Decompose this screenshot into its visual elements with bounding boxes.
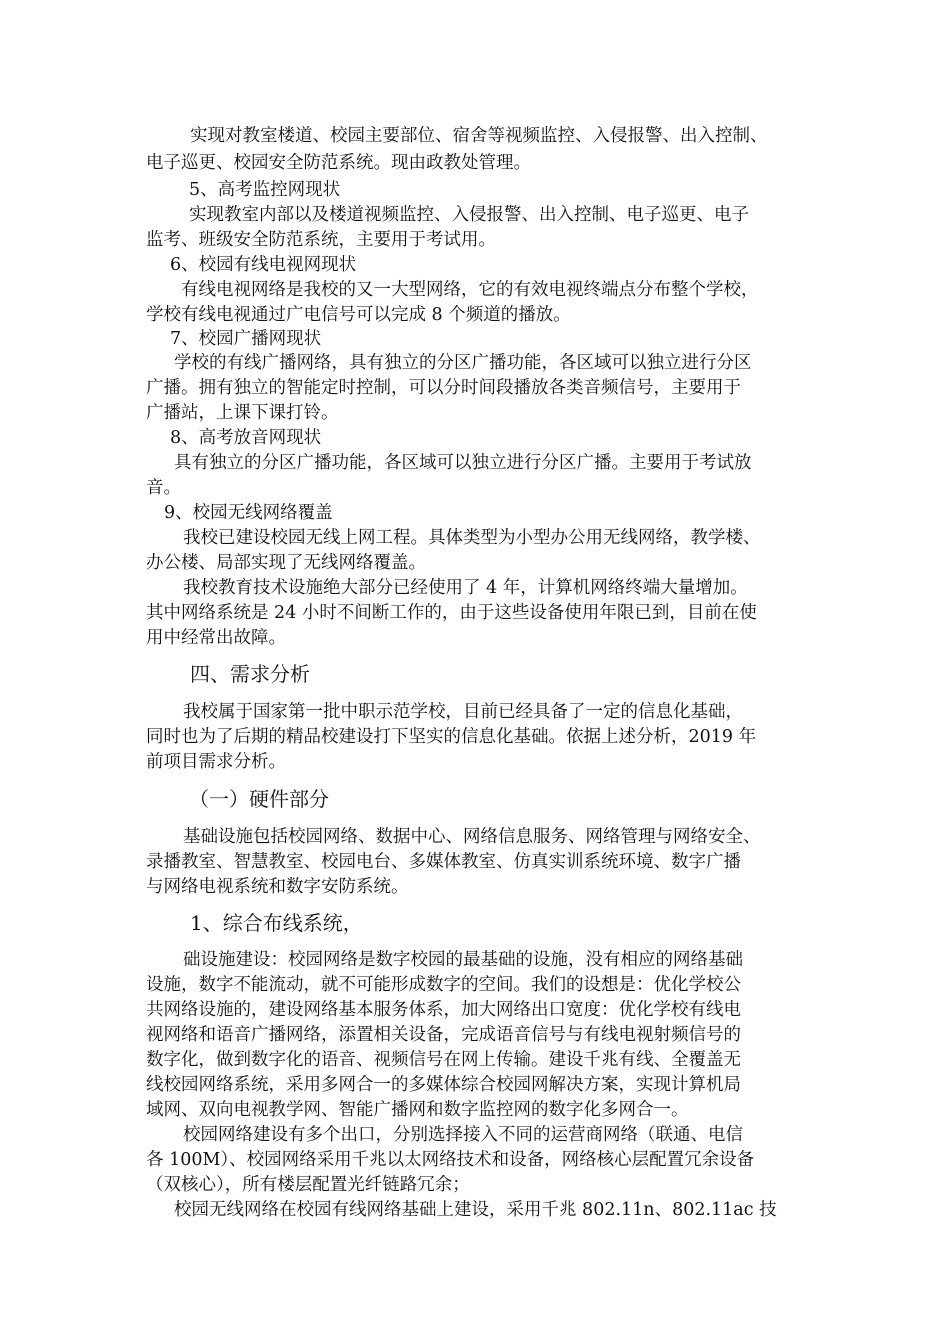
- subsection-heading: 1、综合布线系统，: [190, 911, 363, 935]
- text-line: 我校属于国家第一批中职示范学校，目前已经具备了一定的信息化基础，: [183, 702, 743, 722]
- text-line: 视网络和语音广播网络，添置相关设备，完成语音信号与有线电视射频信号的: [146, 1025, 741, 1045]
- section-heading: 5、高考监控网现状: [189, 180, 341, 200]
- text-line: 有线电视网络是我校的又一大型网络，它的有效电视终端点分布整个学校，: [181, 280, 759, 300]
- subchapter-heading: （一）硬件部分: [189, 787, 329, 811]
- text-line: 广播站，上课下课打铃。: [146, 403, 339, 423]
- text-line: 录播教室、智慧教室、校园电台、多媒体教室、仿真实训系统环境、数字广播: [146, 852, 741, 872]
- chapter-heading: 四、需求分析: [190, 662, 310, 686]
- text-line: 域网、双向电视教学网、智能广播网和数字监控网的数字化多网合一。: [146, 1100, 689, 1120]
- text-line: 基础设施包括校园网络、数据中心、网络信息服务、网络管理与网络安全、: [183, 827, 761, 847]
- section-heading: 9、校园无线网络覆盖: [164, 503, 333, 523]
- text-line: 用中经常出故障。: [146, 628, 286, 648]
- text-line: 广播。拥有独立的智能定时控制，可以分时间段播放各类音频信号，主要用于: [146, 378, 741, 398]
- section-heading: 8、高考放音网现状: [170, 428, 322, 448]
- text-line: 具有独立的分区广播功能，各区域可以独立进行分区广播。主要用于考试放: [174, 453, 752, 473]
- text-line: 其中网络系统是 24 小时不间断工作的，由于这些设备使用年限已到，目前在使: [146, 603, 757, 623]
- text-line: 实现对教室楼道、校园主要部位、宿舍等视频监控、入侵报警、出入控制、: [190, 126, 768, 146]
- text-line: 校园网络建设有多个出口，分别选择接入不同的运营商网络（联通、电信: [183, 1125, 743, 1145]
- text-line: 电子巡更、校园安全防范系统。现由政教处管理。: [146, 153, 531, 173]
- text-line: 我校已建设校园无线上网工程。具体类型为小型办公用无线网络，教学楼、: [183, 528, 761, 548]
- text-line: 共网络设施的，建设网络基本服务体系，加大网络出口宽度：优化学校有线电: [146, 1000, 741, 1020]
- text-line: 础设施建设：校园网络是数字校园的最基础的设施，没有相应的网络基础: [183, 950, 743, 970]
- section-heading: 7、校园广播网现状: [170, 329, 322, 349]
- text-line: 我校教育技术设施绝大部分已经使用了 4 年，计算机网络终端大量增加。: [183, 578, 748, 598]
- text-line: 数字化，做到数字化的语音、视频信号在网上传输。建设千兆有线、全覆盖无: [146, 1050, 741, 1070]
- text-line: 设施，数字不能流动，就不可能形成数字的空间。我们的设想是：优化学校公: [146, 975, 741, 995]
- text-line: 校园无线网络在校园有线网络基础上建设，采用千兆 802.11n、802.11ac 技: [174, 1200, 777, 1220]
- text-line: 同时也为了后期的精品校建设打下坚实的信息化基础。依据上述分析，2019 年: [146, 727, 757, 747]
- text-line: 学校有线电视通过广电信号可以完成 8 个频道的播放。: [146, 305, 571, 325]
- text-line: 办公楼、局部实现了无线网络覆盖。: [146, 553, 426, 573]
- text-line: 线校园网络系统，采用多网合一的多媒体综合校园网解决方案，实现计算机局: [146, 1075, 741, 1095]
- text-line: （双核心），所有楼层配置光纤链路冗余；: [146, 1175, 470, 1195]
- text-line: 前项目需求分析。: [146, 752, 286, 772]
- text-line: 各 100M）、校园网络采用千兆以太网络技术和设备，网络核心层配置冗余设备: [146, 1150, 755, 1170]
- section-heading: 6、校园有线电视网现状: [170, 255, 357, 275]
- text-line: 监考、班级安全防范系统，主要用于考试用。: [146, 230, 496, 250]
- text-line: 实现教室内部以及楼道视频监控、入侵报警、出入控制、电子巡更、电子: [189, 205, 749, 225]
- text-line: 音。: [146, 478, 181, 498]
- text-line: 与网络电视系统和数字安防系统。: [146, 877, 409, 897]
- text-line: 学校的有线广播网络，具有独立的分区广播功能，各区域可以独立进行分区: [174, 353, 752, 373]
